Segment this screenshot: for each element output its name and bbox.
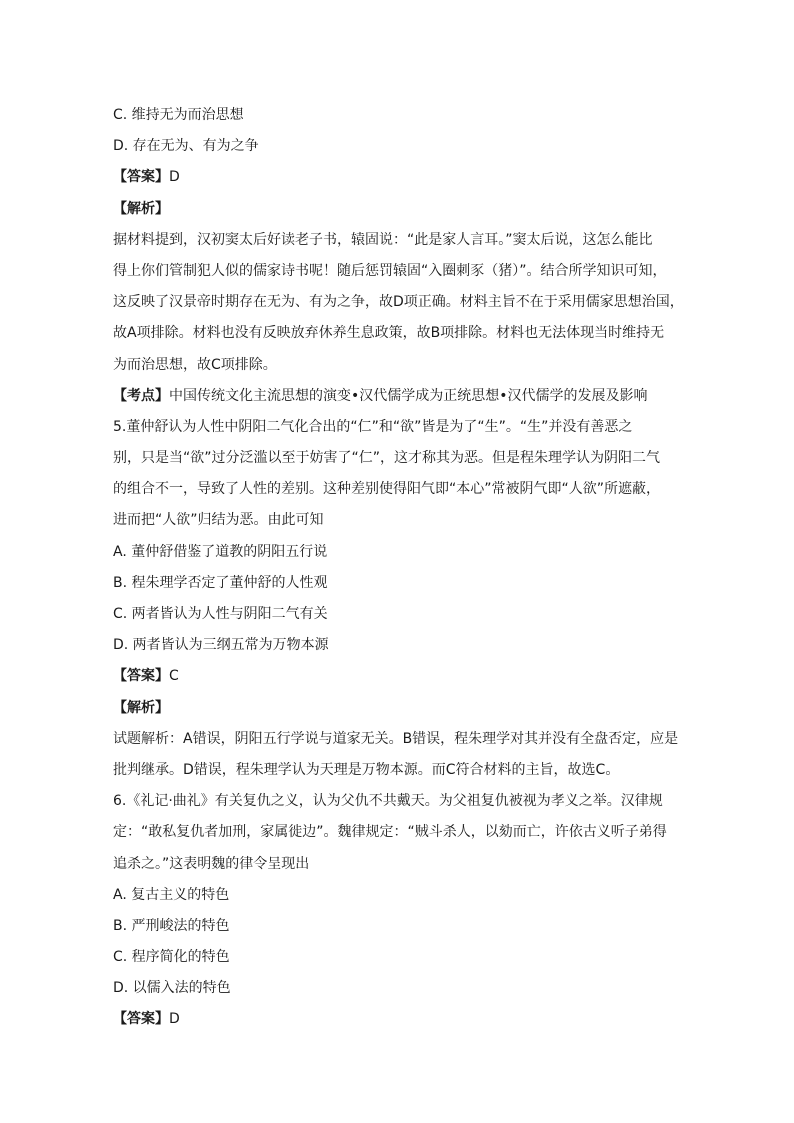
q4-analysis-line: 这反映了汉景帝时期存在无为、有为之争，故D项正确。材料主旨不在于采用儒家思想治国， [113, 294, 684, 311]
q5-option-a: A. 董仲舒借鉴了道教的阴阳五行说 [113, 543, 328, 560]
q4-analysis-line: 得上你们管制犯人似的儒家诗书呢！随后惩罚辕固“入圈刺豕（猪）”。结合所学知识可知， [113, 262, 667, 279]
q6-option-a: A. 复古主义的特色 [113, 886, 230, 903]
q5-option-d: D. 两者皆认为三纲五常为万物本源 [113, 637, 329, 654]
q4-answer [113, 162, 683, 193]
q5-stem-line: 别，只是当“欲”过分泛滥以至于妨害了“仁”，这才称其为恶。但是程朱理学认为阴阳二气 [113, 450, 661, 467]
q6-answer [113, 1004, 683, 1035]
q5-stem-line: 的组合不一，导致了人性的差别。这种差别使得阳气即“本心”常被阴气即“人欲”所遮蔽， [113, 481, 661, 498]
kaodian-label: 【考点】 [113, 387, 169, 404]
q5-analysis-line: 试题解析：A错误，阴阳五行学说与道家无关。B错误，程朱理学对其并没有全盘否定，应是 [113, 730, 679, 747]
q6-option-c: C. 程序简化的特色 [113, 949, 230, 966]
answer-label: 【答案】 [113, 1011, 169, 1028]
answer-label: 【答案】 [113, 668, 169, 685]
q5-option-b: B. 程朱理学否定了董仲舒的人性观 [113, 574, 328, 591]
q5-stem-line: 进而把“人欲”归结为恶。由此可知 [113, 512, 324, 529]
answer-value: D [169, 169, 180, 186]
kaodian-text: 中国传统文化主流思想的演变•汉代儒学成为正统思想•汉代儒学的发展及影响 [169, 387, 648, 404]
q4-analysis-label: 【解析】 [113, 200, 169, 217]
q4-analysis-line: 故A项排除。材料也没有反映放弃休养生息政策，故B项排除。材料也无法体现当时维持无 [113, 325, 665, 342]
q5-answer [113, 661, 683, 692]
q5-analysis-label: 【解析】 [113, 699, 169, 716]
q4-kaodian [113, 381, 683, 412]
page-content [113, 100, 683, 1036]
q6-option-b: B. 严刑峻法的特色 [113, 917, 230, 934]
q6-stem-line: 6.《礼记·曲礼》有关复仇之义，认为父仇不共戴天。为父祖复仇被视为孝义之举。汉律规 [113, 793, 663, 810]
q6-option-d: D. 以儒入法的特色 [113, 980, 231, 997]
q4-option-c: C. 维持无为而治思想 [113, 107, 244, 123]
answer-label: 【答案】 [113, 169, 169, 186]
q5-stem-line: 5.董仲舒认为人性中阴阳二气化合出的“仁”和“欲”皆是为了“生”。“生”并没有善恶之 [113, 418, 633, 435]
q4-analysis-line: 据材料提到，汉初窦太后好读老子书，辕固说：“此是家人言耳。”窦太后说，这怎么能比 [113, 231, 653, 248]
answer-value: C [169, 668, 179, 685]
q6-stem-line: 定：“敢私复仇者加刑，家属徙边”。魏律规定：“贼斗杀人，以劾而亡，许依古义听子弟得 [113, 824, 667, 841]
answer-value: D [169, 1011, 180, 1028]
q4-analysis-line: 为而治思想，故C项排除。 [113, 356, 277, 373]
q5-analysis-line: 批判继承。D错误，程朱理学认为天理是万物本源。而C符合材料的主旨，故选C。 [113, 761, 620, 778]
q5-option-c: C. 两者皆认为人性与阴阳二气有关 [113, 606, 328, 622]
q6-stem-line: 追杀之。”这表明魏的律令呈现出 [113, 855, 310, 872]
q4-option-d: D. 存在无为、有为之争 [113, 138, 259, 155]
